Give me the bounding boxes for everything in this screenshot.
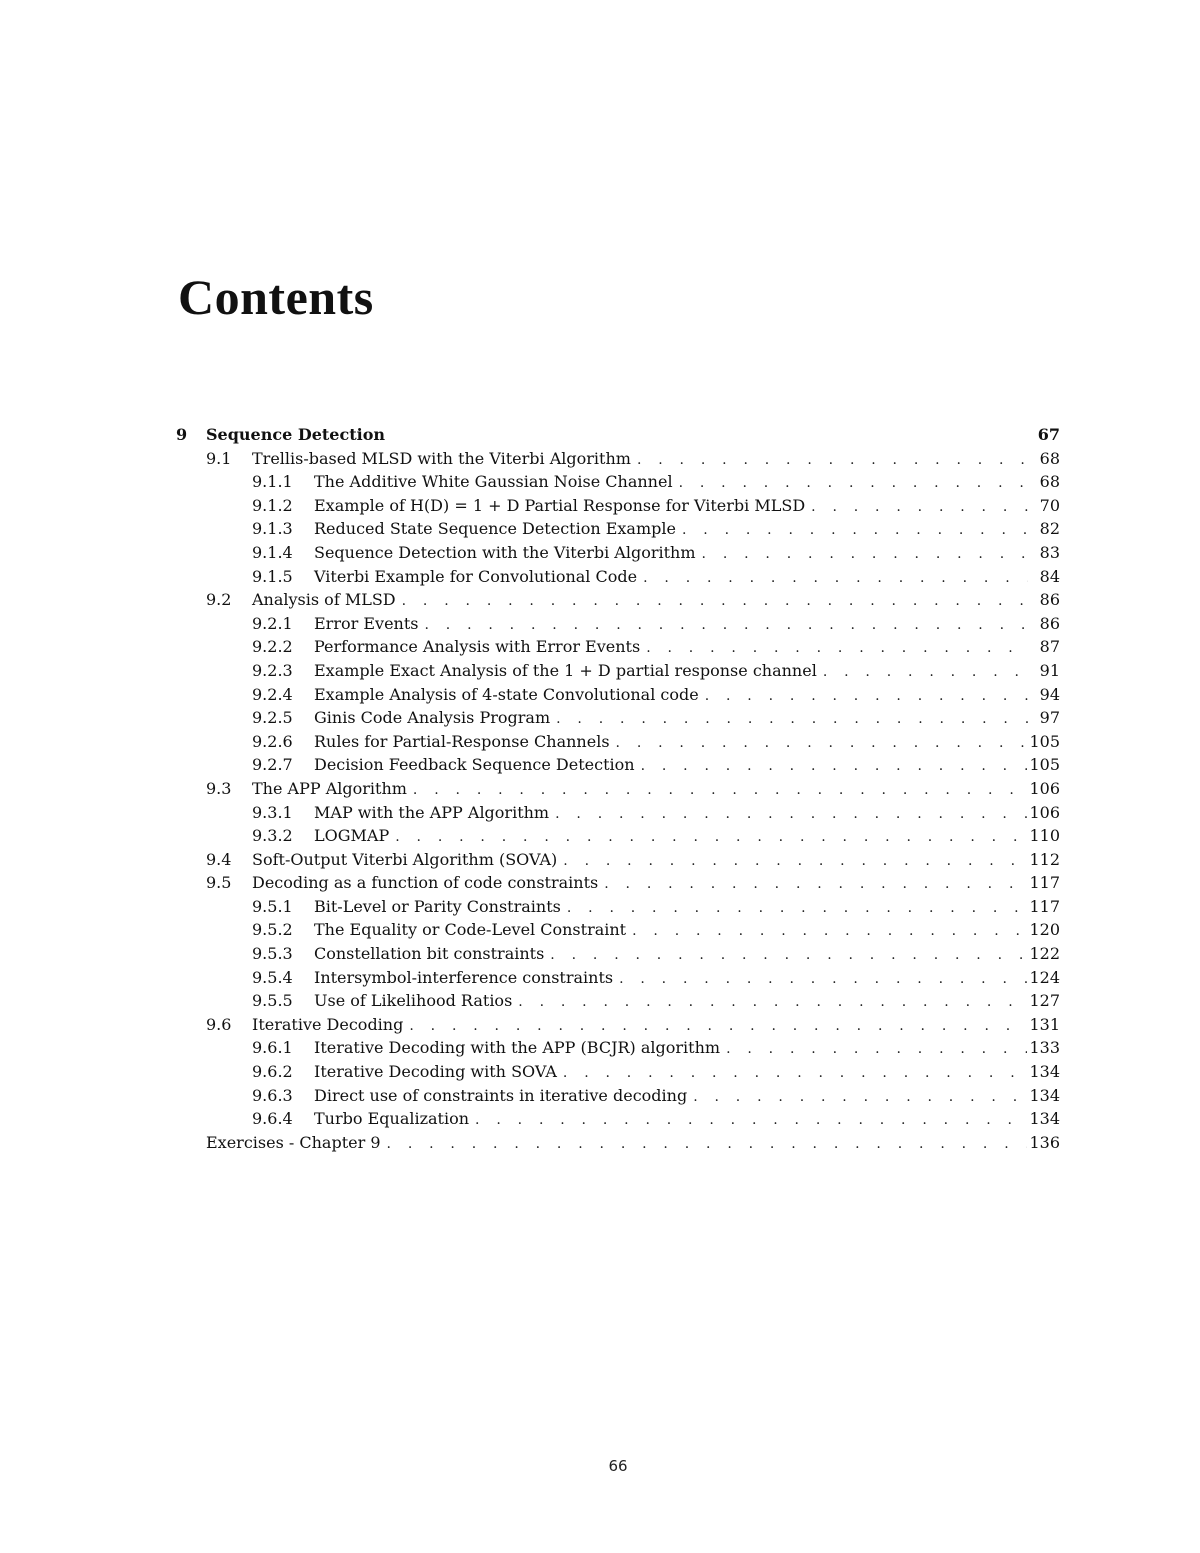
entry-page-number: 68	[1039, 472, 1060, 492]
entry-title: Iterative Decoding with the APP (BCJR) algorithm	[314, 1036, 726, 1060]
entry-title: Viterbi Example for Convolutional Code	[314, 565, 643, 589]
entry-title: Iterative Decoding	[252, 1013, 409, 1037]
dot-leader	[646, 637, 1028, 661]
entry-title: Turbo Equalization	[314, 1107, 475, 1131]
entry-page-number: 70	[1039, 495, 1060, 515]
dot-leader	[811, 496, 1028, 520]
entry-page-number: 94	[1039, 684, 1060, 704]
entry-number: 9.1.5	[252, 566, 293, 586]
entry-title: Direct use of constraints in iterative decoding	[314, 1084, 693, 1108]
chapter-number: 9	[176, 425, 188, 444]
toc-subsection-entry[interactable]	[176, 683, 1060, 707]
entry-page-number: 134	[1029, 1085, 1060, 1105]
entry-number: 9.5.3	[252, 944, 293, 964]
dot-leader	[555, 803, 1027, 827]
dot-leader	[387, 1133, 1028, 1157]
entry-page-number: 105	[1029, 755, 1060, 775]
entry-page-number: 117	[1029, 873, 1060, 893]
dot-leader	[563, 1062, 1028, 1086]
entry-page-number: 112	[1029, 849, 1060, 869]
entry-number: 9.5.5	[252, 991, 293, 1011]
entry-page-number: 82	[1039, 519, 1060, 539]
entry-title: Error Events	[314, 612, 424, 636]
dot-leader	[616, 732, 1028, 756]
toc-entries	[176, 447, 1060, 1155]
toc-subsection-entry[interactable]	[176, 918, 1060, 942]
toc-subsection-entry[interactable]	[176, 1107, 1060, 1131]
entry-number: 9.2.6	[252, 731, 293, 751]
entry-number: 9.1.3	[252, 519, 293, 539]
dot-leader	[556, 708, 1028, 732]
dot-leader	[550, 944, 1027, 968]
entry-page-number: 83	[1039, 542, 1060, 562]
entry-title: Example of H(D) = 1 + D Partial Response for Viterbi MLSD	[314, 494, 811, 518]
toc-section-entry[interactable]	[176, 777, 1060, 801]
dot-leader	[702, 543, 1028, 567]
entry-page-number: 134	[1029, 1109, 1060, 1129]
entry-number: 9.5	[206, 873, 232, 893]
dot-leader	[413, 779, 1028, 803]
entry-number: 9.5.2	[252, 920, 293, 940]
dot-leader	[475, 1109, 1027, 1133]
entry-number: 9.5.4	[252, 967, 293, 987]
toc-subsection-entry[interactable]	[176, 966, 1060, 990]
entry-page-number: 97	[1039, 708, 1060, 728]
dot-leader	[705, 685, 1028, 709]
entry-number: 9.3.1	[252, 802, 293, 822]
entry-page-number: 106	[1029, 778, 1060, 798]
toc-subsection-entry[interactable]	[176, 635, 1060, 659]
dot-leader	[604, 873, 1027, 897]
dot-leader	[693, 1086, 1027, 1110]
entry-number: 9.2.2	[252, 637, 293, 657]
entry-page-number: 84	[1039, 566, 1060, 586]
entry-title: Reduced State Sequence Detection Example	[314, 517, 682, 541]
toc-subsection-entry[interactable]	[176, 801, 1060, 825]
entry-number: 9.2.5	[252, 708, 293, 728]
entry-page-number: 133	[1029, 1038, 1060, 1058]
entry-page-number: 127	[1029, 991, 1060, 1011]
toc-subsection-entry[interactable]	[176, 753, 1060, 777]
entry-page-number: 86	[1039, 613, 1060, 633]
dot-leader	[643, 567, 1028, 591]
entry-title: Trellis-based MLSD with the Viterbi Algorithm	[252, 447, 637, 471]
entry-title: MAP with the APP Algorithm	[314, 801, 555, 825]
entry-number: 9.5.1	[252, 896, 293, 916]
page-number: 66	[608, 1457, 628, 1475]
dot-leader	[823, 661, 1028, 685]
entry-title: Constellation bit constraints	[314, 942, 550, 966]
toc-subsection-entry[interactable]	[176, 1084, 1060, 1108]
entry-page-number: 124	[1029, 967, 1060, 987]
entry-title: LOGMAP	[314, 824, 395, 848]
entry-number: 9.6.1	[252, 1038, 293, 1058]
entry-title: The Equality or Code-Level Constraint	[314, 918, 632, 942]
page-title: Contents	[178, 269, 374, 325]
toc-subsection-entry[interactable]	[176, 612, 1060, 636]
toc-subsection-entry[interactable]	[176, 895, 1060, 919]
entry-number: 9.1.4	[252, 542, 293, 562]
dot-leader	[563, 850, 1027, 874]
entry-title: Use of Likelihood Ratios	[314, 989, 518, 1013]
entry-page-number: 87	[1039, 637, 1060, 657]
dot-leader	[395, 826, 1027, 850]
entry-title: Decoding as a function of code constraints	[252, 871, 604, 895]
entry-title: The Additive White Gaussian Noise Channel	[314, 470, 679, 494]
entry-number: 9.2.4	[252, 684, 293, 704]
toc-subsection-entry[interactable]	[176, 659, 1060, 683]
toc-subsection-entry[interactable]	[176, 824, 1060, 848]
entry-number: 9.3	[206, 778, 232, 798]
chapter-page-number: 67	[1037, 425, 1060, 444]
entry-number: 9.2	[206, 590, 232, 610]
toc-subsection-entry[interactable]	[176, 494, 1060, 518]
dot-leader	[518, 991, 1027, 1015]
chapter-title: Sequence Detection	[206, 423, 391, 447]
entry-title: Performance Analysis with Error Events	[314, 635, 646, 659]
toc-subsection-entry[interactable]	[176, 517, 1060, 541]
entry-page-number: 91	[1039, 660, 1060, 680]
entry-number: 9.6.3	[252, 1085, 293, 1105]
dot-leader	[726, 1038, 1027, 1062]
entry-page-number: 120	[1029, 920, 1060, 940]
entry-page-number: 136	[1029, 1132, 1060, 1152]
entry-number: 9.6.4	[252, 1109, 293, 1129]
entry-title: Example Analysis of 4-state Convolutional code	[314, 683, 705, 707]
entry-number: 9.2.7	[252, 755, 293, 775]
entry-title: Bit-Level or Parity Constraints	[314, 895, 567, 919]
entry-number: 9.1.1	[252, 472, 293, 492]
entry-title: The APP Algorithm	[252, 777, 413, 801]
entry-title: Decision Feedback Sequence Detection	[314, 753, 641, 777]
toc-section-entry[interactable]	[176, 848, 1060, 872]
toc-subsection-entry[interactable]	[176, 1060, 1060, 1084]
entry-page-number: 110	[1029, 826, 1060, 846]
entry-title: Sequence Detection with the Viterbi Algorithm	[314, 541, 702, 565]
entry-page-number: 86	[1039, 590, 1060, 610]
toc-subsection-entry[interactable]	[176, 565, 1060, 589]
toc-subsection-entry[interactable]	[176, 1036, 1060, 1060]
dot-leader	[402, 590, 1028, 614]
toc-exercises-entry[interactable]	[176, 1131, 1060, 1155]
entry-page-number: 106	[1029, 802, 1060, 822]
toc-subsection-entry[interactable]	[176, 989, 1060, 1013]
entry-title: Intersymbol-interference constraints	[314, 966, 619, 990]
dot-leader	[424, 614, 1028, 638]
entry-page-number: 134	[1029, 1062, 1060, 1082]
dot-leader	[682, 519, 1028, 543]
dot-leader	[641, 755, 1028, 779]
entry-title: Analysis of MLSD	[252, 588, 402, 612]
entry-page-number: 105	[1029, 731, 1060, 751]
toc-section-entry[interactable]	[176, 871, 1060, 895]
entry-page-number: 131	[1029, 1014, 1060, 1034]
entry-page-number: 68	[1039, 448, 1060, 468]
table-of-contents	[176, 423, 1060, 1154]
dot-leader	[637, 449, 1028, 473]
toc-subsection-entry[interactable]	[176, 541, 1060, 565]
toc-subsection-entry[interactable]	[176, 470, 1060, 494]
toc-subsection-entry[interactable]	[176, 730, 1060, 754]
toc-section-entry[interactable]	[176, 588, 1060, 612]
dot-leader	[567, 897, 1028, 921]
entry-title: Rules for Partial-Response Channels	[314, 730, 616, 754]
entry-number: 9.1.2	[252, 495, 293, 515]
entry-title: Example Exact Analysis of the 1 + D partial response channel	[314, 659, 823, 683]
entry-title: Exercises - Chapter 9	[206, 1131, 387, 1155]
entry-number: 9.2.3	[252, 660, 293, 680]
toc-subsection-entry[interactable]	[176, 942, 1060, 966]
dot-leader	[619, 968, 1027, 992]
toc-chapter-entry[interactable]	[176, 423, 1060, 447]
entry-number: 9.3.2	[252, 826, 293, 846]
entry-number: 9.2.1	[252, 613, 293, 633]
entry-page-number: 117	[1029, 896, 1060, 916]
entry-number: 9.4	[206, 849, 232, 869]
entry-number: 9.6.2	[252, 1062, 293, 1082]
entry-number: 9.1	[206, 448, 232, 468]
entry-title: Ginis Code Analysis Program	[314, 706, 556, 730]
toc-section-entry[interactable]	[176, 1013, 1060, 1037]
entry-title: Soft-Output Viterbi Algorithm (SOVA)	[252, 848, 563, 872]
entry-number: 9.6	[206, 1014, 232, 1034]
dot-leader	[679, 472, 1028, 496]
dot-leader	[409, 1015, 1027, 1039]
entry-title: Iterative Decoding with SOVA	[314, 1060, 563, 1084]
dot-leader	[632, 920, 1027, 944]
toc-section-entry[interactable]	[176, 447, 1060, 471]
toc-subsection-entry[interactable]	[176, 706, 1060, 730]
entry-page-number: 122	[1029, 944, 1060, 964]
